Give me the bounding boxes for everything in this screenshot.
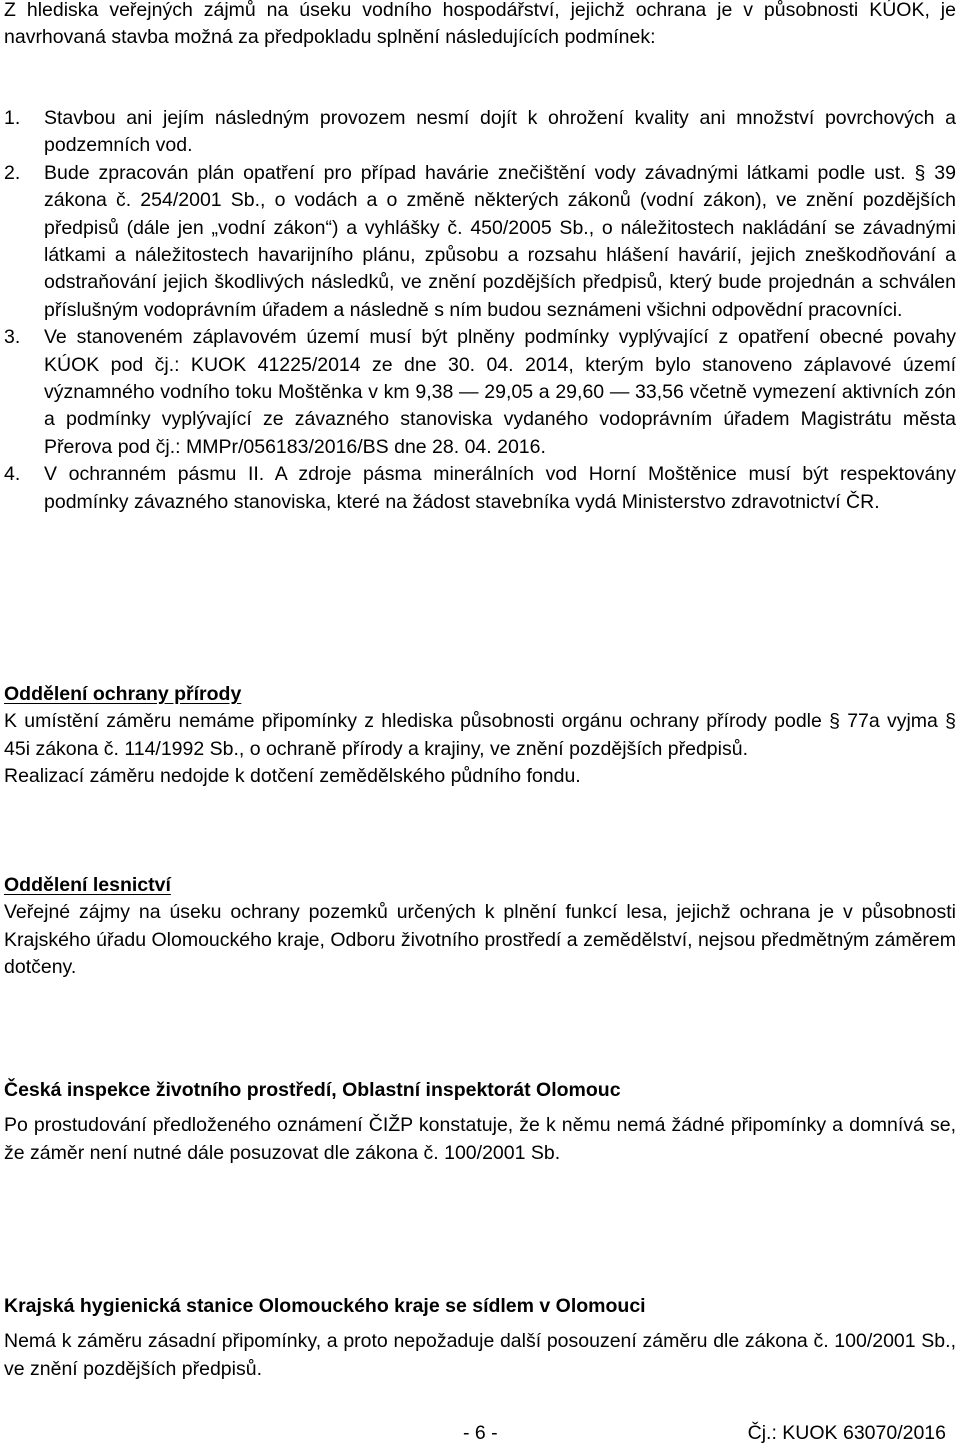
list-item-number: 2. bbox=[4, 161, 21, 184]
section-paragraph: K umístění záměru nemáme připomínky z hlediska působnosti orgánu ochrany přírody podle § 77a vyjma § 45i zákona č. 114/1992 Sb., o ochraně přírody a krajiny, ve znění pozdějších předpisů. bbox=[4, 710, 956, 760]
list-item bbox=[4, 160, 956, 324]
section-hygiene-station bbox=[4, 1293, 956, 1383]
list-item bbox=[4, 105, 956, 160]
section-environmental-inspection bbox=[4, 1077, 956, 1167]
section-nature-protection bbox=[4, 681, 956, 791]
section-paragraph: Po prostudování předloženého oznámení ČIŽP konstatuje, že k němu nemá žádné připomínky a domnívá se, že záměr není nutné dále posuzovat dle zákona č. 100/2001 Sb. bbox=[4, 1114, 956, 1164]
document-reference: Čj.: KUOK 63070/2016 bbox=[747, 1422, 946, 1444]
list-item-text: Stavbou ani jejím následným provozem nesmí dojít k ohrožení kvality ani množství povrchových a podzemních vod. bbox=[44, 107, 956, 157]
section-paragraph: Realizací záměru nedojde k dotčení zemědělského půdního fondu. bbox=[4, 765, 581, 788]
list-item-text: Ve stanoveném záplavovém území musí být plněny podmínky vyplývající z opatření obecné povahy KÚOK pod čj.: KUOK 41225/2014 ze dne 30. 04. 2014, kterým bylo stanoveno záplavové území významného vodního toku Moštěnka v km 9,38 — 29,05 a 29,60 — 33,56 včetně vymezení aktivních zón a podmínky vyplývající ze závazného stanoviska vydaného vodoprávním úřadem Magistrátu města Přerova pod čj.: MMPr/056183/2016/BS dne 28. 04. 2016. bbox=[44, 326, 956, 458]
page-footer bbox=[0, 1420, 960, 1448]
section-paragraph: Nemá k záměru zásadní připomínky, a proto nepožaduje další posouzení záměru dle zákona č. 100/2001 Sb., ve znění pozdějších předpisů. bbox=[4, 1330, 956, 1380]
list-item bbox=[4, 324, 956, 461]
list-item-number: 3. bbox=[4, 326, 21, 349]
list-item-number: 1. bbox=[4, 107, 21, 129]
list-item bbox=[4, 461, 956, 516]
intro-paragraph: Z hlediska veřejných zájmů na úseku vodního hospodářství, jejichž ochrana je v působnosti KÚOK, je navrhovaná stavba možná za předpokladu splnění následujících podmínek: bbox=[4, 0, 956, 49]
page-number: - 6 - bbox=[463, 1422, 498, 1444]
intro-block bbox=[4, 0, 956, 52]
list-item-number: 4. bbox=[4, 463, 21, 486]
section-heading: Oddělení ochrany přírody bbox=[4, 683, 242, 705]
section-heading: Oddělení lesnictví bbox=[4, 874, 171, 896]
section-heading: Česká inspekce životního prostředí, Oblastní inspektorát Olomouc bbox=[4, 1079, 621, 1101]
list-item-text: V ochranném pásmu II. A zdroje pásma minerálních vod Horní Moštěnice musí být respektovány podmínky závazného stanoviska, které na žádost stavebníka vydá Ministerstvo zdravotnictví ČR. bbox=[44, 463, 956, 513]
section-heading: Krajská hygienická stanice Olomouckého kraje se sídlem v Olomouci bbox=[4, 1295, 646, 1317]
list-item-text: Bude zpracován plán opatření pro případ havárie znečištění vody závadnými látkami podle ust. § 39 zákona č. 254/2001 Sb., o vodách a o změně některých zákonů (vodní zákon), ve znění pozdějších předpisů (dále jen „vodní zákon“) a vyhlášky č. 450/2005 Sb., o náležitostech nakládání se závadnými látkami a náležitostech havarijního plánu, způsobu a rozsahu hlášení havárií, jejich zneškodňování a odstraňování jejich škodlivých následků, ve znění pozdějších předpisů, který bude projednán a schválen příslušným vodoprávním úřadem a následně s ním budou seznámeni všichni odpovědní pracovníci. bbox=[44, 161, 956, 321]
section-forestry bbox=[4, 872, 956, 982]
section-paragraph: Veřejné zájmy na úseku ochrany pozemků určených k plnění funkcí lesa, jejichž ochrana je v působnosti Krajského úřadu Olomouckého kraje, Odboru životního prostředí a zemědělství, nejsou předmětným záměrem dotčeny. bbox=[4, 901, 956, 979]
conditions-list bbox=[4, 105, 956, 516]
